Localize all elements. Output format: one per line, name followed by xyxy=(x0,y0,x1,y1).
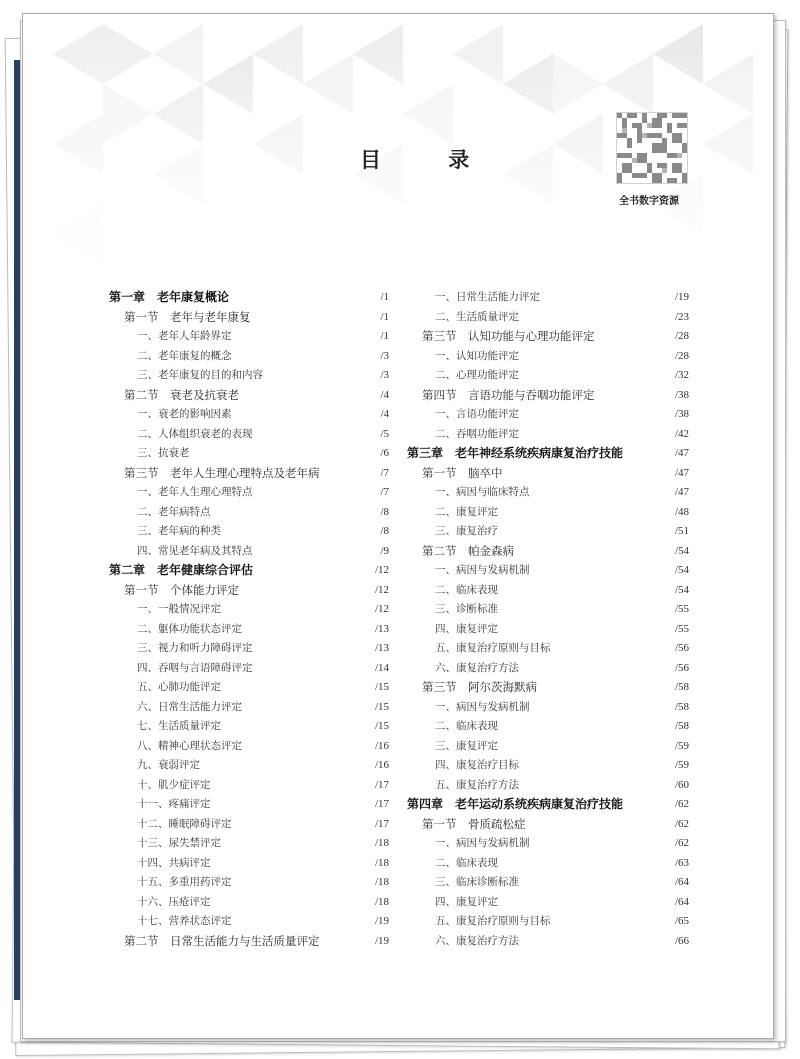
toc-entry-item[interactable] xyxy=(407,347,689,367)
toc-entry-title: 一、老年人生理心理特点 xyxy=(137,486,253,498)
toc-page-number: /58 xyxy=(674,720,689,732)
toc-entry-title: 三、老年病的种类 xyxy=(137,525,221,537)
toc-entry-item[interactable] xyxy=(109,756,389,776)
toc-entry-title: 一、衰老的影响因素 xyxy=(137,408,232,420)
toc-entry-title: 八、精神心理状态评定 xyxy=(137,739,242,752)
toc-entry-title: 十六、压疮评定 xyxy=(137,895,211,908)
toc-entry-item[interactable] xyxy=(109,425,389,445)
toc-entry-title: 第二节 日常生活能力与生活质量评定 xyxy=(124,933,320,948)
toc-entry-section[interactable] xyxy=(109,932,389,952)
toc-page-number: /15 xyxy=(374,720,389,732)
toc-entry-title: 一、认知功能评定 xyxy=(435,349,519,362)
toc-entry-title: 二、生活质量评定 xyxy=(435,310,519,323)
toc-entry-section[interactable] xyxy=(407,542,689,562)
toc-page-number: /18 xyxy=(374,895,389,908)
toc-entry-item[interactable] xyxy=(407,717,689,737)
toc-entry-item[interactable] xyxy=(407,288,689,308)
toc-page-number: /12 xyxy=(374,583,389,596)
toc-entry-item[interactable] xyxy=(407,639,689,659)
toc-entry-title: 三、老年康复的目的和内容 xyxy=(137,369,263,381)
toc-entry-item[interactable] xyxy=(407,932,689,952)
toc-entry-title: 十二、睡眠障碍评定 xyxy=(137,817,232,830)
toc-entry-title: 四、常见老年病及其特点 xyxy=(137,544,253,557)
toc-page-number: /5 xyxy=(380,427,389,440)
toc-page-number: /16 xyxy=(374,759,389,771)
toc-entry-item[interactable] xyxy=(109,366,389,386)
toc-entry-item[interactable] xyxy=(109,737,389,757)
toc-entry-title: 第三节 老年人生理心理特点及老年病 xyxy=(124,465,320,480)
toc-page-number: /47 xyxy=(674,447,689,459)
toc-entry-title: 第一章 老年康复概论 xyxy=(109,290,230,304)
toc-page-number: /58 xyxy=(674,700,689,713)
toc-entry-title: 二、临床表现 xyxy=(435,856,498,869)
toc-entry-title: 第一节 个体能力评定 xyxy=(124,582,239,597)
toc-page-number: /17 xyxy=(374,798,389,810)
toc-entry-section[interactable] xyxy=(407,386,689,406)
toc-entry-chapter[interactable] xyxy=(407,795,689,815)
toc-page-number: /62 xyxy=(674,798,689,810)
toc-page-number: /58 xyxy=(674,681,689,693)
toc-page-number: /38 xyxy=(674,408,689,420)
toc-page-number: /56 xyxy=(674,661,689,674)
toc-entry-title: 第四节 言语功能与吞咽功能评定 xyxy=(422,387,595,402)
toc-entry-item[interactable] xyxy=(109,600,389,620)
toc-page-number: /4 xyxy=(380,408,389,420)
toc-page-number: /60 xyxy=(674,778,689,791)
toc-page-number: /64 xyxy=(674,895,689,908)
toc-page-number: /16 xyxy=(374,739,389,752)
toc-page-number: /56 xyxy=(674,642,689,654)
toc-entry-chapter[interactable] xyxy=(407,444,689,464)
toc-entry-title: 五、心肺功能评定 xyxy=(137,681,221,693)
toc-entry-item[interactable] xyxy=(109,639,389,659)
toc-entry-title: 第三章 老年神经系统疾病康复治疗技能 xyxy=(407,446,624,460)
toc-entry-item[interactable] xyxy=(109,503,389,523)
toc-entry-title: 九、衰弱评定 xyxy=(137,759,200,771)
toc-entry-title: 二、康复评定 xyxy=(435,505,498,518)
toc-entry-item[interactable] xyxy=(109,620,389,640)
toc-entry-item[interactable] xyxy=(109,444,389,464)
toc-entry-title: 第一节 骨质疏松症 xyxy=(422,816,526,831)
toc-entry-title: 二、人体组织衰老的表现 xyxy=(137,427,253,440)
toc-page-number: /59 xyxy=(674,759,689,771)
toc-page-number: /8 xyxy=(380,525,389,537)
toc-entry-section[interactable] xyxy=(407,678,689,698)
toc-entry-title: 四、康复治疗目标 xyxy=(435,759,519,771)
toc-entry-title: 四、康复评定 xyxy=(435,622,498,635)
toc-entry-item[interactable] xyxy=(407,308,689,328)
toc-entry-chapter[interactable] xyxy=(109,561,389,581)
toc-entry-item[interactable] xyxy=(109,834,389,854)
toc-entry-item[interactable] xyxy=(109,327,389,347)
toc-page-number: /17 xyxy=(374,817,389,830)
toc-entry-section[interactable] xyxy=(407,464,689,484)
toc-entry-title: 十、肌少症评定 xyxy=(137,778,211,791)
toc-entry-title: 一、病因与临床特点 xyxy=(435,486,530,498)
toc-entry-item[interactable] xyxy=(407,659,689,679)
toc-page-number: /15 xyxy=(374,681,389,693)
toc-page-number: /13 xyxy=(374,622,389,635)
toc-entry-section[interactable] xyxy=(407,327,689,347)
toc-entry-item[interactable] xyxy=(109,873,389,893)
toc-entry-item[interactable] xyxy=(407,737,689,757)
toc-page-number: /32 xyxy=(674,369,689,381)
toc-entry-title: 三、抗衰老 xyxy=(137,447,190,459)
toc-page-number: /14 xyxy=(374,661,389,674)
toc-entry-item[interactable] xyxy=(407,425,689,445)
toc-page-number: /47 xyxy=(674,486,689,498)
toc-entry-item[interactable] xyxy=(407,561,689,581)
toc-entry-item[interactable] xyxy=(407,503,689,523)
toc-page-number: /55 xyxy=(674,603,689,615)
toc-page-number: /6 xyxy=(380,447,389,459)
toc-entry-item[interactable] xyxy=(407,912,689,932)
toc-entry-title: 一、日常生活能力评定 xyxy=(435,291,540,303)
toc-page-number: /28 xyxy=(674,349,689,362)
toc-entry-title: 第三节 认知功能与心理功能评定 xyxy=(422,329,595,343)
qr-caption: 全书数字资源 xyxy=(619,196,679,207)
toc-entry-title: 二、老年康复的概念 xyxy=(137,349,232,362)
toc-page-number: /63 xyxy=(674,856,689,869)
toc-entry-item[interactable] xyxy=(407,776,689,796)
toc-entry-title: 六、日常生活能力评定 xyxy=(137,700,242,713)
toc-entry-item[interactable] xyxy=(407,893,689,913)
toc-entry-item[interactable] xyxy=(407,581,689,601)
toc-entry-title: 第四章 老年运动系统疾病康复治疗技能 xyxy=(407,797,624,811)
toc-entry-title: 五、康复治疗原则与目标 xyxy=(435,915,551,927)
toc-entry-item[interactable] xyxy=(109,698,389,718)
toc-page-number: /18 xyxy=(374,837,389,849)
toc-entry-item[interactable] xyxy=(109,542,389,562)
toc-entry-item[interactable] xyxy=(109,795,389,815)
toc-entry-title: 二、吞咽功能评定 xyxy=(435,427,519,440)
toc-entry-title: 一、言语功能评定 xyxy=(435,408,519,420)
toc-entry-title: 一、病因与发病机制 xyxy=(435,837,530,849)
toc-page-number: /65 xyxy=(674,915,689,927)
toc-entry-item[interactable] xyxy=(407,698,689,718)
toc-entry-title: 一、一般情况评定 xyxy=(137,603,221,615)
toc-entry-title: 第二章 老年健康综合评估 xyxy=(109,563,254,577)
toc-entry-title: 二、临床表现 xyxy=(435,720,498,732)
toc-entry-title: 第二节 帕金森病 xyxy=(422,543,514,558)
toc-entry-title: 二、躯体功能状态评定 xyxy=(137,622,242,635)
toc-entry-section[interactable] xyxy=(109,464,389,484)
toc-page-number: /1 xyxy=(380,310,389,323)
toc-page-number: /7 xyxy=(380,486,389,498)
toc-entry-item[interactable] xyxy=(109,717,389,737)
toc-entry-title: 第三节 阿尔茨海默病 xyxy=(422,680,537,694)
toc-page-number: /1 xyxy=(380,330,389,342)
toc-page-number: /4 xyxy=(380,388,389,401)
toc-entry-title: 五、康复治疗方法 xyxy=(435,778,519,791)
toc-page xyxy=(22,13,774,1039)
toc-entry-title: 十三、尿失禁评定 xyxy=(137,837,221,849)
toc-entry-title: 十四、共病评定 xyxy=(137,856,211,869)
toc-entry-item[interactable] xyxy=(407,620,689,640)
toc-entry-item[interactable] xyxy=(407,522,689,542)
toc-entry-title: 第一节 脑卒中 xyxy=(422,465,503,480)
toc-page-number: /15 xyxy=(374,700,389,713)
toc-entry-title: 一、病因与发病机制 xyxy=(435,564,530,576)
toc-entry-section[interactable] xyxy=(407,815,689,835)
toc-entry-section[interactable] xyxy=(109,581,389,601)
toc-page-number: /48 xyxy=(674,505,689,518)
toc-page-number: /3 xyxy=(380,349,389,362)
toc-page-number: /54 xyxy=(674,564,689,576)
toc-page-number: /54 xyxy=(674,544,689,557)
toc-entry-chapter[interactable] xyxy=(109,288,389,308)
toc-page-number: /3 xyxy=(380,369,389,381)
toc-entry-title: 一、病因与发病机制 xyxy=(435,700,530,713)
toc-page-number: /12 xyxy=(374,564,389,576)
toc-page-number: /28 xyxy=(674,330,689,342)
toc-entry-title: 五、康复治疗原则与目标 xyxy=(435,642,551,654)
toc-entry-item[interactable] xyxy=(109,678,389,698)
toc-page-number: /18 xyxy=(374,856,389,869)
toc-entry-section[interactable] xyxy=(109,308,389,328)
toc-page-number: /59 xyxy=(674,739,689,752)
toc-entry-item[interactable] xyxy=(407,854,689,874)
toc-entry-item[interactable] xyxy=(109,483,389,503)
toc-entry-item[interactable] xyxy=(407,366,689,386)
toc-page-number: /1 xyxy=(380,291,389,303)
toc-page-number: /42 xyxy=(674,427,689,440)
toc-entry-title: 十七、营养状态评定 xyxy=(137,915,232,927)
toc-page-number: /8 xyxy=(380,505,389,518)
toc-page-number: /12 xyxy=(374,603,389,615)
toc-entry-title: 二、临床表现 xyxy=(435,583,498,596)
toc-entry-item[interactable] xyxy=(109,815,389,835)
toc-entry-item[interactable] xyxy=(109,893,389,913)
toc-entry-item[interactable] xyxy=(407,600,689,620)
toc-entry-item[interactable] xyxy=(407,405,689,425)
toc-page-number: /51 xyxy=(674,525,689,537)
toc-entry-item[interactable] xyxy=(407,873,689,893)
toc-page-number: /9 xyxy=(380,544,389,557)
toc-entry-item[interactable] xyxy=(109,405,389,425)
qr-code-icon[interactable] xyxy=(616,112,688,184)
toc-entry-title: 三、诊断标准 xyxy=(435,603,498,615)
toc-entry-title: 六、康复治疗方法 xyxy=(435,661,519,674)
toc-entry-title: 七、生活质量评定 xyxy=(137,720,221,732)
toc-entry-title: 三、临床诊断标准 xyxy=(435,876,519,888)
toc-entry-title: 三、康复评定 xyxy=(435,739,498,752)
toc-entry-item[interactable] xyxy=(109,912,389,932)
toc-left-column xyxy=(109,288,389,951)
toc-entry-item[interactable] xyxy=(109,854,389,874)
toc-entry-title: 四、康复评定 xyxy=(435,895,498,908)
toc-entry-title: 十一、疼痛评定 xyxy=(137,798,211,810)
toc-page-number: /54 xyxy=(674,583,689,596)
toc-right-column xyxy=(407,288,689,951)
toc-entry-item[interactable] xyxy=(407,756,689,776)
toc-entry-title: 二、老年病特点 xyxy=(137,505,211,518)
toc-page-number: /23 xyxy=(674,310,689,323)
toc-page-number: /19 xyxy=(374,915,389,927)
toc-entry-item[interactable] xyxy=(407,483,689,503)
toc-entry-item[interactable] xyxy=(109,522,389,542)
toc-entry-item[interactable] xyxy=(109,776,389,796)
toc-entry-title: 三、视力和听力障碍评定 xyxy=(137,642,253,654)
toc-page-number: /62 xyxy=(674,837,689,849)
toc-entry-title: 十五、多重用药评定 xyxy=(137,876,232,888)
toc-page-number: /38 xyxy=(674,388,689,401)
toc-page-number: /13 xyxy=(374,642,389,654)
toc-page-number: /19 xyxy=(374,934,389,947)
toc-entry-title: 二、心理功能评定 xyxy=(435,369,519,381)
page-title: 目 录 xyxy=(360,148,500,172)
toc-page-number: /47 xyxy=(674,466,689,479)
toc-entry-item[interactable] xyxy=(109,659,389,679)
toc-entry-title: 第一节 老年与老年康复 xyxy=(124,309,251,324)
toc-page-number: /17 xyxy=(374,778,389,791)
toc-page-number: /66 xyxy=(674,934,689,947)
toc-page-number: /7 xyxy=(380,466,389,479)
toc-entry-title: 六、康复治疗方法 xyxy=(435,934,519,947)
toc-entry-section[interactable] xyxy=(109,386,389,406)
toc-entry-item[interactable] xyxy=(109,347,389,367)
toc-entry-title: 一、老年人年龄界定 xyxy=(137,330,232,342)
toc-entry-title: 三、康复治疗 xyxy=(435,525,498,537)
toc-entry-item[interactable] xyxy=(407,834,689,854)
toc-entry-title: 第二节 衰老及抗衰老 xyxy=(124,387,239,402)
toc-page-number: /19 xyxy=(674,291,689,303)
toc-page-number: /64 xyxy=(674,876,689,888)
toc-page-number: /62 xyxy=(674,817,689,830)
toc-page-number: /18 xyxy=(374,876,389,888)
toc-entry-title: 四、吞咽与言语障碍评定 xyxy=(137,661,253,674)
toc-page-number: /55 xyxy=(674,622,689,635)
